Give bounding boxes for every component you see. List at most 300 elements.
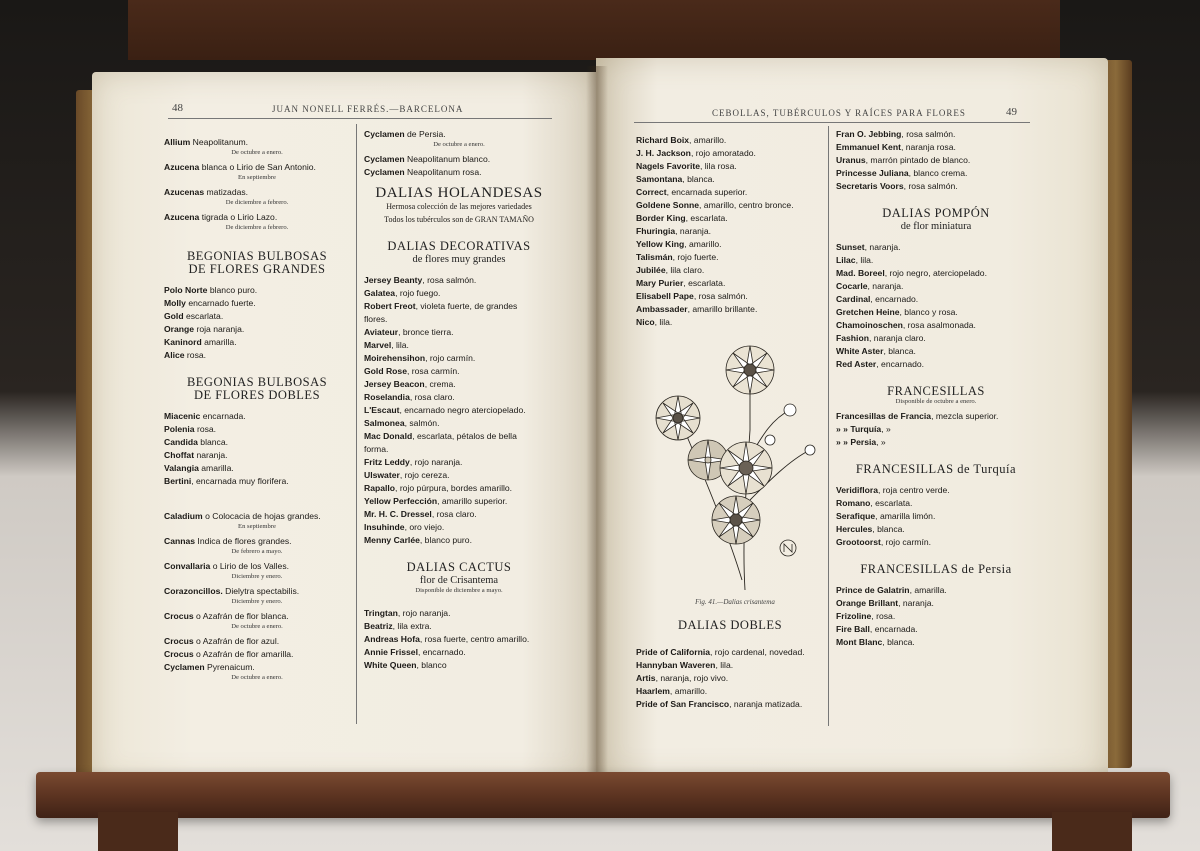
entry-desc: , rojo cereza. <box>399 470 450 480</box>
list-item <box>636 698 824 711</box>
entry-desc: , lila rosa. <box>700 161 737 171</box>
entry-desc: , lila. <box>715 660 734 670</box>
entry-desc: , naranja claro. <box>868 333 926 343</box>
entry-desc: , rosa claro. <box>409 392 455 402</box>
list-item <box>636 251 824 264</box>
entry-name: Cannas <box>164 536 196 546</box>
entry-name: Border King <box>636 213 686 223</box>
entry-name: Moirehensihon <box>364 353 426 363</box>
entry-name: Candida <box>164 437 198 447</box>
entry-name: Goldene Sonne <box>636 200 700 210</box>
list-item <box>164 310 350 323</box>
entry-name: Roselandia <box>364 392 410 402</box>
list-item <box>164 323 350 336</box>
entry-desc: , lila. <box>855 255 874 265</box>
entry-name: Yellow King <box>636 239 685 249</box>
list-item <box>636 290 824 303</box>
right-running-head: CEBOLLAS, TUBÉRCULOS Y RAÍCES PARA FLORES <box>712 108 966 118</box>
entry-desc: Dielytra spectabilis. <box>222 586 300 596</box>
list-item <box>164 535 350 548</box>
entry-desc: , encarnada superior. <box>666 187 748 197</box>
entry-name: Azucena <box>164 162 200 172</box>
right-header-rule <box>634 122 1030 123</box>
list-item <box>836 610 1036 623</box>
entry-name: Menny Carlée <box>364 535 420 545</box>
list-item <box>364 287 554 300</box>
list-item <box>364 495 554 508</box>
entry-desc: , encarnado. <box>870 294 919 304</box>
entry-name: Azucena <box>164 212 200 222</box>
list-item <box>836 332 1036 345</box>
list-item <box>364 430 554 443</box>
book-gutter <box>586 66 608 782</box>
entry-name: Insuhinde <box>364 522 405 532</box>
entry-name: Romano <box>836 498 871 508</box>
entry-desc: tigrada o Lirio Lazo. <box>199 212 278 222</box>
list-item <box>164 462 350 475</box>
left-running-head: JUAN NONELL FERRÉS.—BARCELONA <box>272 104 464 114</box>
entry-desc: , rosa asalmonada. <box>902 320 976 330</box>
entry-name: Allium <box>164 137 191 147</box>
list-item <box>836 636 1036 649</box>
list-item <box>164 297 350 310</box>
entry-name: Corazoncillos. <box>164 586 223 596</box>
entry-desc: , amarilla limón. <box>875 511 936 521</box>
stand-backboard <box>128 0 1060 60</box>
list-item <box>636 646 824 659</box>
entry-desc: , amarillo, centro bronce. <box>699 200 794 210</box>
entry-desc: , rosa fuerte, centro amarillo. <box>419 634 530 644</box>
entry-desc: encarnado fuerte. <box>185 298 256 308</box>
list-item <box>364 391 554 404</box>
list-item <box>636 264 824 277</box>
list-item <box>636 685 824 698</box>
entry-desc: , salmón. <box>404 418 440 428</box>
entry-name: Ulswater <box>364 470 400 480</box>
entry-desc: , rojo naranja. <box>397 608 451 618</box>
entry-name: Cardinal <box>836 294 871 304</box>
list-item <box>636 303 824 316</box>
section-subheading: flor de Crisantema <box>419 575 499 586</box>
availability-note: Diciembre y enero. <box>231 573 283 580</box>
list-item <box>836 536 1036 549</box>
entry-name: Cyclamen <box>364 129 405 139</box>
entry-desc: , naranja, rojo vivo. <box>655 673 729 683</box>
entry-desc: Neapolitanum. <box>190 137 249 147</box>
list-item <box>636 659 824 672</box>
right-page-number: 49 <box>1006 106 1017 118</box>
entry-name: Cyclamen <box>364 154 405 164</box>
entry-name: Gold Rose <box>364 366 407 376</box>
entry-desc: , blanca. <box>883 346 916 356</box>
list-item <box>164 186 350 199</box>
list-item <box>636 316 824 329</box>
entry-name: Pride of San Francisco <box>636 699 730 709</box>
list-item <box>164 475 350 488</box>
entry-name: White Aster <box>836 346 884 356</box>
entry-name: Red Aster <box>836 359 877 369</box>
availability-note: De octubre a enero. <box>433 141 485 148</box>
entry-desc: , marrón pintado de blanco. <box>865 155 971 165</box>
list-item <box>364 508 554 521</box>
entry-desc: , rosa salmón. <box>903 181 958 191</box>
section-heading: DALIAS POMPÓN <box>882 206 990 220</box>
entry-name: Cocarle <box>836 281 868 291</box>
list-item <box>636 147 824 160</box>
entry-name: Orange <box>164 324 195 334</box>
entry-desc: , blanco crema. <box>908 168 968 178</box>
left-header-rule <box>168 118 552 119</box>
entry-desc: , amarillo. <box>684 239 722 249</box>
entry-desc: flores. <box>364 314 388 324</box>
entry-desc: , naranja. <box>864 242 901 252</box>
list-item <box>164 211 350 224</box>
list-item <box>364 153 554 166</box>
left-page-column-1 <box>164 136 350 686</box>
entry-name: Alice <box>164 350 185 360</box>
entry-desc: Neapolitanum blanco. <box>404 154 491 164</box>
entry-name: Emmanuel Kent <box>836 142 901 152</box>
entry-desc: , encarnada muy florifera. <box>191 476 289 486</box>
availability-note: De febrero a mayo. <box>231 548 283 555</box>
entry-name: White Queen <box>364 660 417 670</box>
list-item <box>836 623 1036 636</box>
list-item <box>364 365 554 378</box>
entry-desc: , rosa salmón. <box>901 129 956 139</box>
list-item <box>364 482 554 495</box>
entry-desc: , naranja. <box>675 226 711 236</box>
entry-desc: o Azafrán de flor amarilla. <box>193 649 294 659</box>
entry-desc: , » <box>881 424 891 434</box>
list-item <box>836 584 1036 597</box>
section-subheading: de flor miniatura <box>900 221 972 232</box>
entry-name: Marvel <box>364 340 392 350</box>
entry-name: Rapallo <box>364 483 396 493</box>
entry-desc: , » <box>876 437 886 447</box>
list-item <box>636 277 824 290</box>
entry-name: Lilac <box>836 255 856 265</box>
list-item <box>164 635 350 648</box>
section-subheading: de flores muy grandes <box>412 254 506 265</box>
entry-name: Mac Donald <box>364 431 413 441</box>
entry-name: Beatriz <box>364 621 393 631</box>
entry-desc: , naranja rosa. <box>900 142 956 152</box>
list-item <box>836 484 1036 497</box>
list-item <box>364 166 554 179</box>
list-item <box>636 160 824 173</box>
entry-desc: Neapolitanum rosa. <box>404 167 482 177</box>
stand-shelf <box>36 772 1170 818</box>
list-item <box>164 585 350 598</box>
entry-name: Orange Brillant <box>836 598 899 608</box>
entry-name: L'Escaut <box>364 405 400 415</box>
entry-name: Gold <box>164 311 184 321</box>
list-item <box>364 274 554 287</box>
list-item <box>636 672 824 685</box>
entry-desc: amarilla. <box>201 337 237 347</box>
entry-name: Mont Blanc <box>836 637 883 647</box>
entry-desc: , blanco <box>416 660 447 670</box>
entry-desc: , roja centro verde. <box>878 485 950 495</box>
availability-note: Disponible de diciembre a mayo. <box>415 587 503 594</box>
entry-desc: , escarlata. <box>870 498 913 508</box>
figure-caption: Fig. 41.—Dalias crisantema <box>695 598 775 606</box>
availability-note: Diciembre y enero. <box>231 598 283 605</box>
entry-desc: de Persia. <box>404 129 446 139</box>
entry-name: Hercules <box>836 524 873 534</box>
entry-name: Princesse Juliana <box>836 168 909 178</box>
entry-name: Talismán <box>636 252 673 262</box>
entry-desc: , blanca. <box>682 174 715 184</box>
stand-leg-left <box>98 812 178 851</box>
availability-note: Disponible de octubre a enero. <box>895 398 977 405</box>
entry-name: Galatea <box>364 288 396 298</box>
entry-name: Gretchen Heine <box>836 307 900 317</box>
list-item <box>836 345 1036 358</box>
list-item <box>836 497 1036 510</box>
entry-desc: blanco puro. <box>207 285 258 295</box>
section-heading: DE FLORES DOBLES <box>193 388 321 402</box>
entry-desc: , lila. <box>654 317 673 327</box>
entry-name: » » Turquía <box>836 424 882 434</box>
entry-desc: , amarillo brillante. <box>687 304 758 314</box>
availability-note: De octubre a enero. <box>231 149 283 156</box>
list-item <box>364 659 554 672</box>
entry-desc: , amarilla. <box>909 585 947 595</box>
list-item <box>836 141 1036 154</box>
list-item <box>636 212 824 225</box>
section-heading: FRANCESILLAS de Turquía <box>855 462 1017 476</box>
entry-desc: Indica de flores grandes. <box>195 536 292 546</box>
entry-desc: , encarnado. <box>417 647 466 657</box>
entry-name: Nico <box>636 317 655 327</box>
entry-desc: roja naranja. <box>194 324 245 334</box>
right-column-rule <box>828 126 829 726</box>
entry-name: Grootoorst <box>836 537 881 547</box>
entry-desc: , mezcla superior. <box>931 411 999 421</box>
left-page-column-2 <box>364 128 554 672</box>
list-item <box>164 161 350 174</box>
section-note: Hermosa colección de las mejores variedades <box>386 202 532 211</box>
list-item <box>164 284 350 297</box>
entry-name: Andreas Hofa <box>364 634 420 644</box>
availability-note: De octubre a enero. <box>231 623 283 630</box>
entry-desc: o Azafrán de flor azul. <box>193 636 280 646</box>
entry-desc: amarilla. <box>198 463 234 473</box>
list-item <box>836 423 1036 436</box>
entry-name: Cyclamen <box>364 167 405 177</box>
entry-name: Nagels Favorite <box>636 161 700 171</box>
entry-desc: , escarlata, pétalos de bella <box>412 431 517 441</box>
entry-desc: , rojo fuego. <box>395 288 441 298</box>
section-heading: DALIAS DOBLES <box>677 618 783 632</box>
entry-desc: , rosa claro. <box>431 509 477 519</box>
list-item <box>364 313 554 326</box>
entry-name: Fritz Leddy <box>364 457 410 467</box>
list-item <box>836 167 1036 180</box>
entry-desc: , naranja. <box>867 281 904 291</box>
entry-name: Crocus <box>164 636 194 646</box>
entry-desc: , rosa salmón. <box>693 291 748 301</box>
section-heading: DALIAS DECORATIVAS <box>387 239 531 253</box>
entry-name: Fire Ball <box>836 624 870 634</box>
entry-name: Crocus <box>164 649 194 659</box>
section-heading: BEGONIAS BULBOSAS <box>186 249 328 263</box>
list-item <box>836 358 1036 371</box>
list-item <box>836 280 1036 293</box>
entry-desc: , naranja matizada. <box>729 699 803 709</box>
entry-name: Choffat <box>164 450 195 460</box>
entry-name: Robert Freot <box>364 301 416 311</box>
entry-name: Mad. Boreel <box>836 268 885 278</box>
entry-name: Convallaria <box>164 561 211 571</box>
entry-desc: , escarlata. <box>685 213 728 223</box>
entry-name: J. H. Jackson <box>636 148 691 158</box>
entry-name: Jersey Beanty <box>364 275 423 285</box>
entry-desc: , rojo negro, aterciopelado. <box>884 268 987 278</box>
list-item <box>836 154 1036 167</box>
entry-desc: , rosa salmón. <box>422 275 477 285</box>
entry-desc: o Lirio de los Valles. <box>210 561 290 571</box>
entry-name: Azucenas <box>164 187 205 197</box>
list-item <box>164 349 350 362</box>
section-heading: FRANCESILLAS de Persia <box>860 562 1012 576</box>
list-item <box>364 633 554 646</box>
entry-name: Ambassader <box>636 304 688 314</box>
list-item <box>836 180 1036 193</box>
entry-name: Kaninord <box>164 337 202 347</box>
right-page-column-2 <box>836 128 1036 649</box>
list-item <box>164 610 350 623</box>
list-item <box>364 534 554 547</box>
list-item <box>364 128 554 141</box>
list-item <box>164 410 350 423</box>
entry-name: Fran O. Jebbing <box>836 129 902 139</box>
entry-desc: , blanca. <box>872 524 905 534</box>
list-item <box>364 607 554 620</box>
entry-desc: , rojo naranja. <box>409 457 463 467</box>
entry-name: Samontana <box>636 174 683 184</box>
availability-note: En septiembre <box>238 174 276 181</box>
section-heading: DALIAS CACTUS <box>406 560 512 574</box>
list-item <box>836 510 1036 523</box>
list-item <box>836 254 1036 267</box>
entry-name: Haarlem <box>636 686 670 696</box>
entry-desc: , amarillo superior. <box>437 496 508 506</box>
list-item <box>636 199 824 212</box>
entry-name: Miacenic <box>164 411 201 421</box>
entry-name: Chamoinoschen <box>836 320 903 330</box>
entry-desc: , rojo fuerte. <box>672 252 719 262</box>
list-item <box>836 267 1036 280</box>
entry-name: » » Persia <box>836 437 877 447</box>
entry-name: Yellow Perfección <box>364 496 438 506</box>
entry-name: Francesillas de Francia <box>836 411 932 421</box>
entry-name: Salmonea <box>364 418 405 428</box>
section-heading: DE FLORES GRANDES <box>188 262 326 276</box>
list-item <box>636 134 824 147</box>
entry-name: Pride of California <box>636 647 711 657</box>
entry-name: Serafique <box>836 511 876 521</box>
entry-name: Correct <box>636 187 667 197</box>
list-item <box>364 326 554 339</box>
entry-name: Cyclamen <box>164 662 205 672</box>
entry-desc: naranja. <box>194 450 228 460</box>
entry-name: Veridiflora <box>836 485 879 495</box>
entry-name: Annie Frissel <box>364 647 418 657</box>
entry-name: Elisabell Pape <box>636 291 694 301</box>
entry-name: Mary Purier <box>636 278 684 288</box>
list-item <box>164 423 350 436</box>
entry-desc: , bronce tierra. <box>398 327 454 337</box>
entry-name: Caladium <box>164 511 203 521</box>
entry-desc: , rojo carmín. <box>425 353 476 363</box>
entry-name: Uranus <box>836 155 866 165</box>
list-item <box>164 648 350 661</box>
list-item <box>364 469 554 482</box>
left-column-rule <box>356 124 357 724</box>
list-item <box>836 319 1036 332</box>
entry-name: Polenia <box>164 424 195 434</box>
list-item <box>836 523 1036 536</box>
list-item <box>164 336 350 349</box>
list-item <box>636 173 824 186</box>
list-item <box>364 456 554 469</box>
entry-desc: , encarnado negro aterciopelado. <box>399 405 526 415</box>
list-item <box>836 597 1036 610</box>
entry-name: Mr. H. C. Dressel <box>364 509 432 519</box>
dahlia-illustration <box>650 340 820 600</box>
entry-desc: , blanco y rosa. <box>899 307 958 317</box>
list-item <box>836 128 1036 141</box>
section-heading: BEGONIAS BULBOSAS <box>186 375 328 389</box>
list-item <box>364 620 554 633</box>
list-item <box>364 521 554 534</box>
entry-name: Bertini <box>164 476 192 486</box>
entry-desc: rosa. <box>194 424 217 434</box>
entry-name: Jersey Beacon <box>364 379 425 389</box>
entry-name: Fhuringia <box>636 226 676 236</box>
entry-desc: , encarnada. <box>869 624 918 634</box>
entry-desc: , amarillo. <box>689 135 727 145</box>
entry-desc: , lila claro. <box>665 265 705 275</box>
entry-desc: , amarillo. <box>669 686 708 696</box>
entry-name: Molly <box>164 298 186 308</box>
list-item <box>836 241 1036 254</box>
list-item <box>364 443 554 456</box>
entry-name: Crocus <box>164 611 194 621</box>
list-item <box>636 238 824 251</box>
list-item <box>836 436 1036 449</box>
list-item <box>364 417 554 430</box>
list-item <box>636 225 824 238</box>
entry-name: Prince de Galatrin <box>836 585 910 595</box>
entry-desc: , rosa. <box>871 611 896 621</box>
entry-desc: , crema. <box>424 379 456 389</box>
entry-name: Tringtan <box>364 608 398 618</box>
entry-desc: blanca o Lirio de San Antonio. <box>199 162 316 172</box>
list-item <box>164 560 350 573</box>
entry-name: Valangia <box>164 463 199 473</box>
entry-name: Polo Norte <box>164 285 208 295</box>
monogram-mark <box>780 540 796 556</box>
list-item <box>164 436 350 449</box>
entry-desc: , rosa carmín. <box>406 366 460 376</box>
entry-desc: , lila. <box>391 340 409 350</box>
section-heading: FRANCESILLAS <box>887 384 985 398</box>
list-item <box>164 510 350 523</box>
entry-desc: blanca. <box>197 437 229 447</box>
